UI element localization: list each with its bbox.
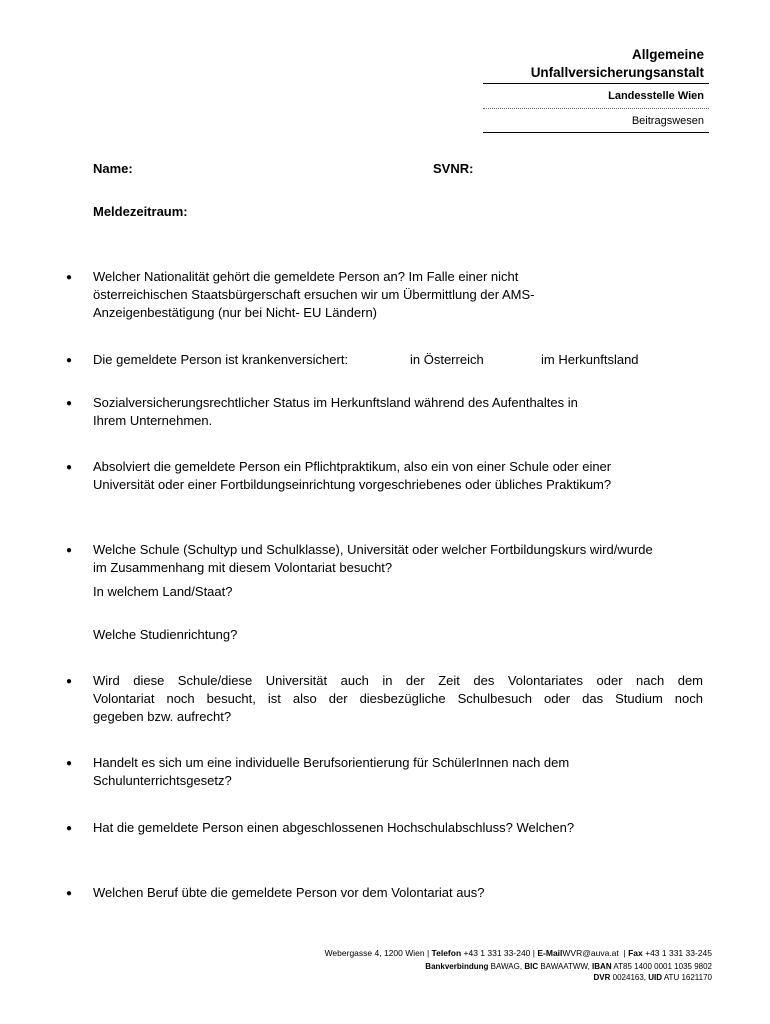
footer-bank: BAWAG, [490,962,523,971]
footer-iban: AT85 1400 0001 1035 9802 [613,962,712,971]
bullet-icon: ● [66,462,73,473]
footer-address: Webergasse 4, 1200 Wien [324,948,425,958]
footer-iban-label: IBAN [592,962,612,971]
header-rule [483,83,709,84]
question-school [93,541,703,577]
question-line: gegeben bzw. aufrecht? [93,709,232,724]
bullet-icon: ● [66,355,73,366]
question-line: österreichischen Staatsbürgerschaft ersuchen wir um Übermittlung der AMS- [93,287,535,302]
question-nationality [93,268,703,322]
bullet-icon: ● [66,398,73,409]
org-line-2: Unfallversicherungsanstalt [530,65,704,80]
footer-bank-line [425,961,712,972]
footer-mail: WVR@auva.at [562,948,619,958]
svnr-label: SVNR: [433,161,474,176]
org-line-1: Allgemeine [631,47,704,62]
question-country: In welchem Land/Staat? [93,584,233,599]
footer-dvr: 0024163, [612,973,647,982]
organization-name [531,46,704,82]
footer-uid-label: UID [648,973,663,982]
name-label: Name: [93,161,133,176]
bullet-icon: ● [66,545,73,556]
footer-dvr-line [594,972,712,983]
footer-separator: | [623,948,626,958]
bullet-icon: ● [66,823,73,834]
footer-bank-label: Bankverbindung [425,962,489,971]
footer-tel: +43 1 331 33-240 [463,948,531,958]
question-line: Anzeigenbestätigung (nur bei Nicht- EU Ländern) [93,305,378,320]
footer-bic: BAWAATWW, [540,962,590,971]
option-home-country: im Herkunftsland [541,352,639,367]
question-previous-job: Welchen Beruf übte die gemeldete Person vor dem Volontariat aus? [93,885,485,900]
footer-separator: | [532,948,535,958]
question-mandatory-internship [93,458,703,494]
question-line: Absolviert die gemeldete Person ein Pflichtpraktikum, also ein von einer Schule oder einer [93,459,612,474]
bullet-icon: ● [66,758,73,769]
office-name: Landesstelle Wien [608,90,704,102]
bullet-icon: ● [66,676,73,687]
question-career-orientation [93,754,703,790]
footer-fax: +43 1 331 33-245 [645,948,712,958]
question-text: Die gemeldete Person ist krankenversichert: [93,352,349,367]
bullet-icon: ● [66,888,73,899]
question-line: Ihrem Unternehmen. [93,413,213,428]
bullet-icon: ● [66,272,73,283]
header-rule-bottom [483,132,709,133]
question-line: Schulunterrichtsgesetz? [93,773,232,788]
footer-uid: ATU 1621170 [663,973,712,982]
footer-fax-label: Fax [628,948,643,958]
question-line: im Zusammenhang mit diesem Volontariat besucht? [93,560,393,575]
question-field-of-study: Welche Studienrichtung? [93,627,238,642]
question-line: Sozialversicherungsrechtlicher Status im Herkunftsland während des Aufenthaltes in [93,395,578,410]
question-school-continuing [93,672,703,726]
question-line: Volontariat noch besucht, ist also der diesbezügliche Schulbesuch oder das Studium noch [93,691,703,706]
footer-tel-label: Telefon [431,948,462,958]
footer-bic-label: BIC [524,962,539,971]
question-line: Wird diese Schule/diese Universität auch in der Zeit des Volontariates oder nach dem [93,673,703,688]
question-social-status [93,394,703,430]
option-austria: in Österreich [410,352,484,367]
footer-contact-line [325,948,712,959]
question-university-degree: Hat die gemeldete Person einen abgeschlossenen Hochschulabschluss? Welchen? [93,820,575,835]
report-period-label: Meldezeitraum: [93,204,188,219]
department-name: Beitragswesen [631,115,704,127]
footer-dvr-label: DVR [593,973,611,982]
question-line: Handelt es sich um eine individuelle Berufsorientierung für SchülerInnen nach dem [93,755,570,770]
question-line: Welche Schule (Schultyp und Schulklasse), Universität oder welcher Fortbildungskurs wird/wurde [93,542,653,557]
header-dotted-rule [483,108,709,109]
question-line: Welcher Nationalität gehört die gemeldete Person an? Im Falle einer nicht [93,269,519,284]
question-line: Universität oder einer Fortbildungseinrichtung vorgeschriebenes oder übliches Praktikum? [93,477,612,492]
footer-separator: | [426,948,430,958]
footer-mail-label: E-Mail [537,948,563,958]
